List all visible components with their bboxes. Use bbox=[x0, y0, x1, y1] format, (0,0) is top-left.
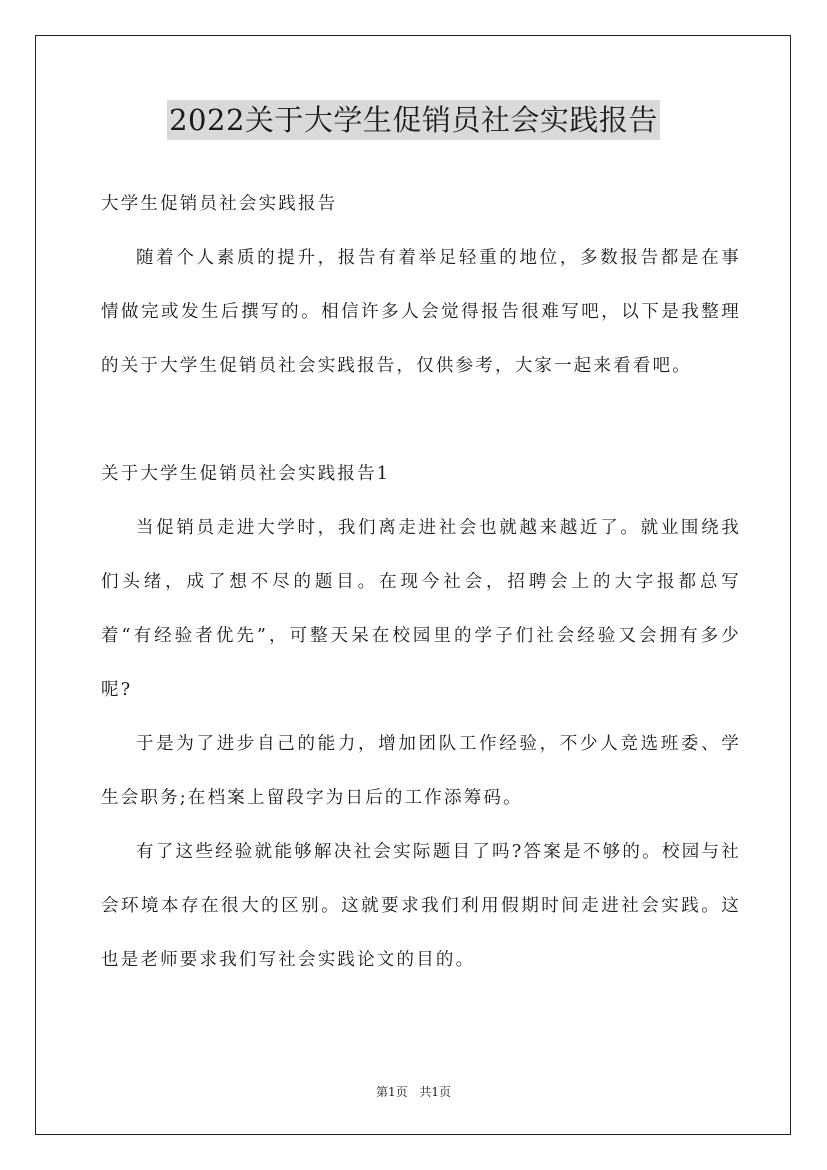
body-paragraph: 随着个人素质的提升，报告有着举足轻重的地位，多数报告都是在事情做完或发生后撰写的。相信许多人会觉得报告很难写吧，以下是我整理的关于大学生促销员社会实践报告，仅供参考，大家一起来看看吧。 bbox=[101, 248, 741, 376]
body-paragraph: 当促销员走进大学时，我们离走进社会也就越来越近了。就业围绕我们头绪，成了想不尽的题目。在现今社会，招聘会上的大字报都总写着“有经验者优先”，可整天呆在校园里的学子们社会经验又会拥有多少呢? bbox=[101, 518, 741, 700]
body-paragraph: 于是为了进步自己的能力，增加团队工作经验，不少人竞选班委、学生会职务;在档案上留段字为日后的工作添筹码。 bbox=[101, 734, 741, 808]
page-total: 共1页 bbox=[419, 1085, 452, 1099]
paragraph-gap bbox=[101, 393, 741, 447]
document-body bbox=[101, 177, 741, 987]
section-heading: 关于大学生促销员社会实践报告1 bbox=[101, 464, 391, 484]
page-footer bbox=[0, 1084, 827, 1100]
page-number: 第1页 bbox=[375, 1085, 408, 1099]
section-heading: 大学生促销员社会实践报告 bbox=[101, 194, 338, 214]
body-paragraph: 有了这些经验就能够解决社会实际题目了吗?答案是不够的。校园与社会环境本存在很大的区别。这就要求我们利用假期时间走进社会实践。这也是老师要求我们写社会实践论文的目的。 bbox=[101, 842, 741, 970]
document-title: 2022关于大学生促销员社会实践报告 bbox=[167, 100, 660, 140]
title-container bbox=[0, 100, 827, 140]
